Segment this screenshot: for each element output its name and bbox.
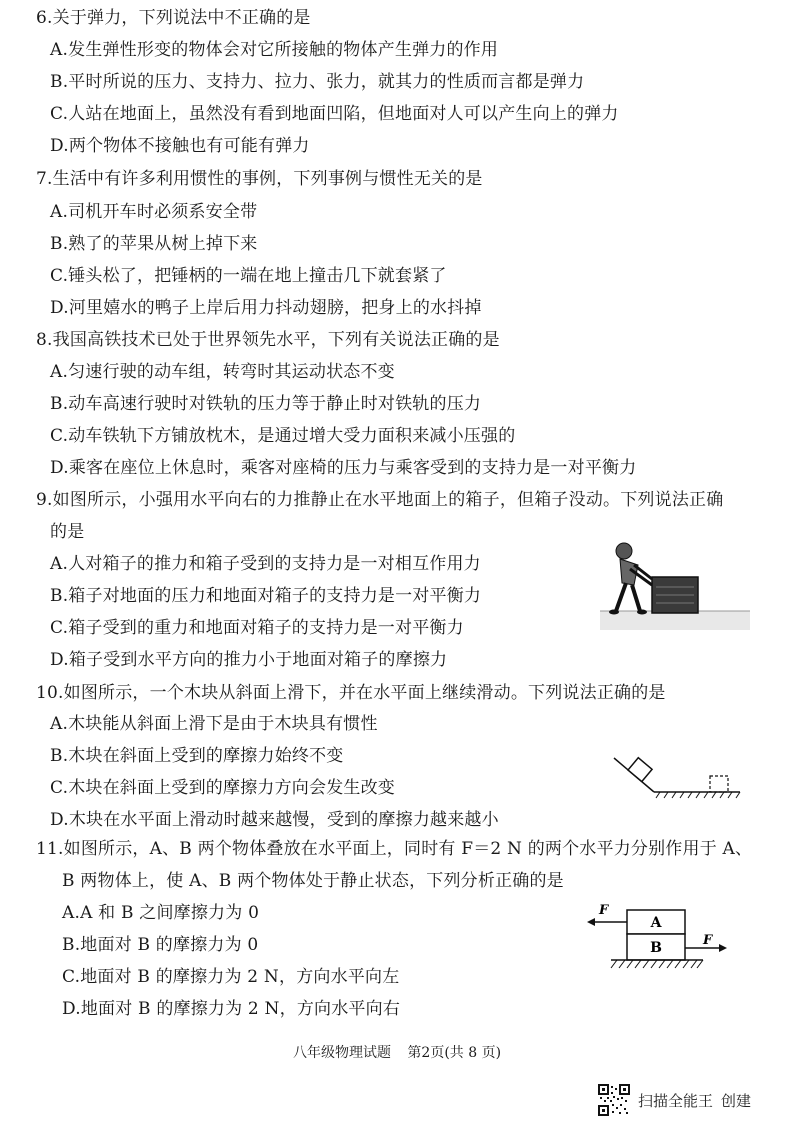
question-9-option-c: C.箱子受到的重力和地面对箱子的支持力是一对平衡力 [50,618,464,638]
qr-code-icon [598,1084,630,1116]
question-7-option-a: A.司机开车时必须系安全带 [50,202,258,222]
block-b-label: B [650,940,662,956]
force-left-label: F [599,903,609,918]
left-arrow-icon [587,918,595,926]
question-10-option-c: C.木块在斜面上受到的摩擦力方向会发生改变 [50,778,396,798]
question-6-option-b: B.平时所说的压力、支持力、拉力、张力，就其力的性质而言都是弹力 [50,72,585,92]
boy-pushing-box-figure [600,535,750,630]
stacked-blocks-figure [585,896,745,976]
question-9-option-d: D.箱子受到水平方向的推力小于地面对箱子的摩擦力 [50,650,448,670]
question-9-option-b: B.箱子对地面的压力和地面对箱子的支持力是一对平衡力 [50,586,482,606]
question-6-option-c: C.人站在地面上，虽然没有看到地面凹陷，但地面对人可以产生向上的弹力 [50,104,619,124]
question-11-option-c: C.地面对 B 的摩擦力为 2 N，方向水平向左 [62,967,400,987]
question-9-stem-line-1: 9.如图所示，小强用水平向右的力推静止在水平地面上的箱子，但箱子没动。下列说法正确 [36,490,724,510]
question-10-option-a: A.木块能从斜面上滑下是由于木块具有惯性 [50,714,378,734]
question-7-option-d: D.河里嬉水的鸭子上岸后用力抖动翅膀，把身上的水抖掉 [50,298,482,318]
question-6-stem: 6.关于弹力，下列说法中不正确的是 [36,8,311,28]
question-9-stem-line-2: 的是 [50,522,85,542]
question-8-option-d: D.乘客在座位上休息时，乘客对座椅的压力与乘客受到的支持力是一对平衡力 [50,458,637,478]
question-11-stem-line-2: B 两物体上，使 A、B 两个物体处于静止状态，下列分析正确的是 [62,871,564,891]
force-right-label: F [703,933,713,948]
question-8-option-a: A.匀速行驶的动车组，转弯时其运动状态不变 [50,362,395,382]
question-10-stem: 10.如图所示，一个木块从斜面上滑下，并在水平面上继续滑动。下列说法正确的是 [36,683,666,703]
question-7-stem: 7.生活中有许多利用惯性的事例，下列事例与惯性无关的是 [36,169,483,189]
scanner-watermark [598,1084,751,1116]
question-7-option-c: C.锤头松了，把锤柄的一端在地上撞击几下就套紧了 [50,266,447,286]
watermark-app-name: 扫描全能王 [638,1091,714,1110]
question-10-option-b: B.木块在斜面上受到的摩擦力始终不变 [50,746,344,766]
page-footer [0,1042,794,1062]
block-a-label: A [650,915,662,931]
question-11-option-a: A.A 和 B 之间摩擦力为 0 [62,903,260,923]
watermark-action: 创建 [721,1091,752,1110]
question-6-option-a: A.发生弹性形变的物体会对它所接触的物体产生弹力的作用 [50,40,499,60]
question-8-option-c: C.动车铁轨下方铺放枕木，是通过增大受力面积来减小压强的 [50,426,516,446]
right-arrow-icon [719,944,727,952]
question-10-option-d: D.木块在水平面上滑动时越来越慢，受到的摩擦力越来越小 [50,810,499,830]
question-7-option-b: B.熟了的苹果从树上掉下来 [50,234,258,254]
question-6-option-d: D.两个物体不接触也有可能有弹力 [50,136,310,156]
question-9-option-a: A.人对箱子的推力和箱子受到的支持力是一对相互作用力 [50,554,481,574]
question-11-option-d: D.地面对 B 的摩擦力为 2 N，方向水平向右 [62,999,401,1019]
footer-subject: 八年级物理试题 [292,1045,391,1061]
incline-block-figure [612,750,742,800]
footer-page-number: 第2页(共 8 页) [407,1045,502,1061]
question-8-option-b: B.动车高速行驶时对铁轨的压力等于静止时对铁轨的压力 [50,394,482,414]
question-8-stem: 8.我国高铁技术已处于世界领先水平，下列有关说法正确的是 [36,330,500,350]
question-11-stem-line-1: 11.如图所示，A、B 两个物体叠放在水平面上，同时有 F＝2 N 的两个水平力分别作用于 A、 [36,839,753,859]
question-11-option-b: B.地面对 B 的摩擦力为 0 [62,935,259,955]
